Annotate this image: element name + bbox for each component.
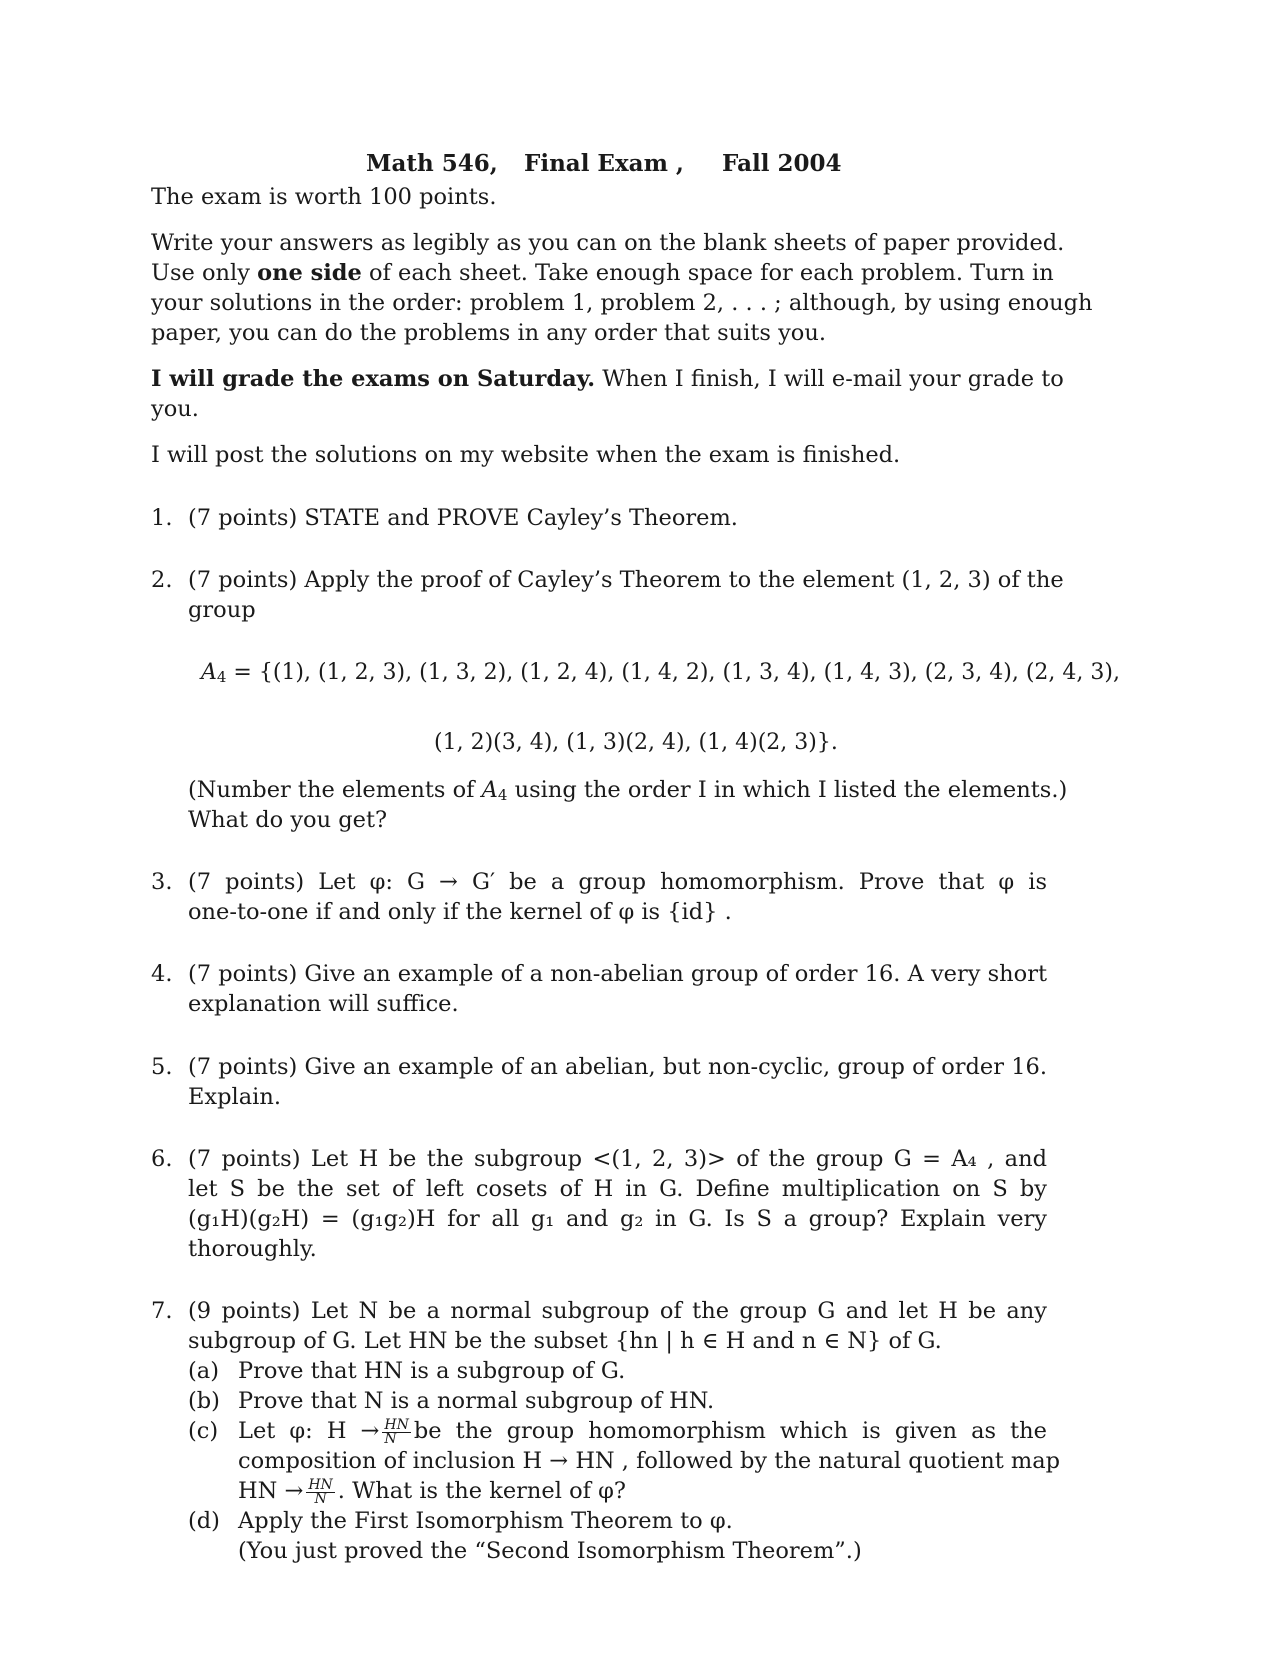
problem-1-number: 1. — [151, 505, 173, 531]
problem-7b-label: (b) — [188, 1388, 220, 1414]
instructions-line-2 — [151, 258, 1054, 288]
problem-2-note-1 — [188, 775, 1068, 805]
fraction-numerator: HN — [384, 1416, 409, 1433]
problem-6-line-4: thoroughly. — [188, 1236, 317, 1262]
a4-subscript: 4 — [216, 668, 227, 686]
problem-7b-text: Prove that N is a normal subgroup of HN. — [238, 1388, 715, 1414]
problem-7d-label: (d) — [188, 1508, 220, 1534]
instructions-line-4: paper, you can do the problems in any order that suits you. — [151, 320, 826, 346]
problem-5-line-1: (7 points) Give an example of an abelian, but non-cyclic, group of order 16. — [188, 1054, 1047, 1080]
instructions-line-3: your solutions in the order: problem 1, problem 2, . . . ; although, by using enough — [151, 290, 1093, 316]
grading-text: When I finish, I will e-mail your grade to — [595, 366, 1064, 392]
problem-2-note-2: What do you get? — [188, 807, 388, 833]
a4-subscript: 4 — [497, 786, 508, 804]
fraction-numerator: HN — [308, 1476, 333, 1493]
grading-line-2: you. — [151, 396, 199, 422]
problem-7c-text: HN → — [238, 1478, 304, 1504]
problem-3-number: 3. — [151, 869, 173, 895]
problem-2-number: 2. — [151, 567, 173, 593]
problem-7-line-2: subgroup of G. Let HN be the subset {hn | h ∈ H and n ∈ N} of G. — [188, 1328, 942, 1354]
problem-7c-label: (c) — [188, 1418, 219, 1444]
problem-3-line-2: one-to-one if and only if the kernel of φ is {id} . — [188, 899, 732, 925]
solutions-note: I will post the solutions on my website when the exam is finished. — [151, 442, 901, 468]
problem-5-line-2: Explain. — [188, 1084, 281, 1110]
fraction-hn-over-n — [382, 1416, 410, 1447]
problem-6-line-3: (g₁H)(g₂H) = (g₁g₂)H for all g₁ and g₂ in G. Is S a group? Explain very — [188, 1206, 1047, 1232]
problem-7c-text: . What is the kernel of φ? — [337, 1478, 626, 1504]
fraction-denominator: N — [384, 1430, 397, 1447]
exam-title: Final Exam , — [524, 150, 684, 177]
problem-7d-text: Apply the First Isomorphism Theorem to φ. — [238, 1508, 733, 1534]
problem-7d-line-2: (You just proved the “Second Isomorphism Theorem”.) — [238, 1538, 862, 1564]
problem-7a-text: Prove that HN is a subgroup of G. — [238, 1358, 626, 1384]
a4-set-line-1 — [201, 658, 1120, 688]
fraction-hn-over-n — [306, 1476, 334, 1507]
problem-7a-label: (a) — [188, 1358, 219, 1384]
grading-line-1 — [151, 364, 1064, 394]
problem-4-line-1: (7 points) Give an example of a non-abelian group of order 16. A very short — [188, 961, 1047, 987]
problem-4-number: 4. — [151, 961, 173, 987]
exam-term: Fall 2004 — [722, 150, 842, 177]
a4-set-line-2: (1, 2)(3, 4), (1, 3)(2, 4), (1, 4)(2, 3)}. — [434, 730, 838, 755]
problem-6-number: 6. — [151, 1146, 173, 1172]
problem-1-text: (7 points) STATE and PROVE Cayley’s Theorem. — [188, 505, 738, 531]
problem-3-line-1: (7 points) Let φ: G → G′ be a group homomorphism. Prove that φ is — [188, 869, 1047, 895]
exam-worth: The exam is worth 100 points. — [151, 184, 497, 210]
note-text: using the order I in which I listed the elements.) — [507, 777, 1068, 803]
problem-5-number: 5. — [151, 1054, 173, 1080]
problem-6-line-1: (7 points) Let H be the subgroup <(1, 2, 3)> of the group G = A₄ , and — [188, 1146, 1047, 1172]
problem-7-number: 7. — [151, 1298, 173, 1324]
instructions-text: of each sheet. Take enough space for each problem. Turn in — [361, 260, 1054, 286]
problem-7c-line-2: composition of inclusion H → HN , followed by the natural quotient map — [238, 1448, 1061, 1474]
fraction-denominator: N — [314, 1490, 327, 1507]
problem-2-line-1: (7 points) Apply the proof of Cayley’s Theorem to the element (1, 2, 3) of the — [188, 567, 1064, 593]
problem-7c-line-1 — [238, 1416, 1047, 1446]
a4-symbol: A — [201, 660, 217, 685]
problem-4-line-2: explanation will suffice. — [188, 991, 459, 1017]
note-text: (Number the elements of — [188, 777, 482, 803]
problem-6-line-2: let S be the set of left cosets of H in G. Define multiplication on S by — [188, 1176, 1047, 1202]
course-title: Math 546, — [366, 150, 498, 177]
problem-7c-line-3 — [238, 1476, 626, 1506]
a4-elements: = {(1), (1, 2, 3), (1, 3, 2), (1, 2, 4), (1, 4, 2), (1, 3, 4), (1, 4, 3), (2, 3, 4), (2, 4, 3), — [226, 660, 1120, 685]
problem-2-line-2: group — [188, 597, 256, 623]
a4-symbol: A — [481, 777, 498, 803]
instructions-line-1: Write your answers as legibly as you can on the blank sheets of paper provided. — [151, 230, 1065, 256]
problem-7c-text: be the group homomorphism which is given as the — [413, 1418, 1047, 1444]
instructions-emphasis: one side — [257, 260, 362, 286]
instructions-text: Use only — [151, 260, 258, 286]
problem-7c-text: Let φ: H → — [238, 1418, 380, 1444]
problem-7-line-1: (9 points) Let N be a normal subgroup of the group G and let H be any — [188, 1298, 1047, 1324]
grading-emphasis: I will grade the exams on Saturday. — [151, 366, 596, 392]
